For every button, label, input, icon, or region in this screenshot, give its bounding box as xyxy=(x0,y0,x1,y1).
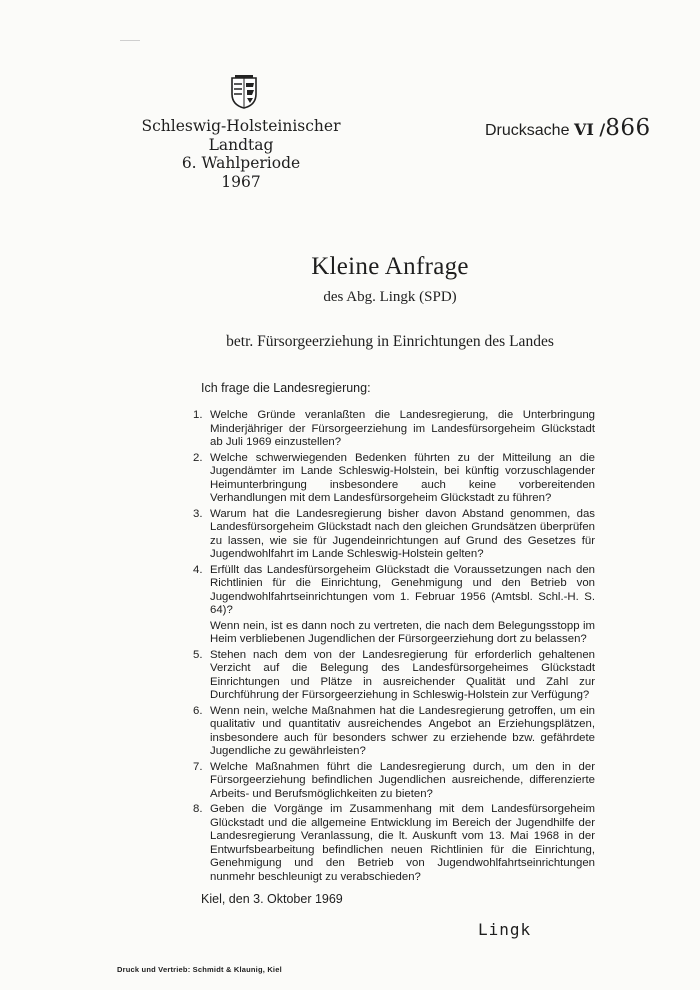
question-text: Welche Gründe veranlaßten die Landesregierung, die Unterbringung Minderjähriger der Fürsorgeerziehung im Landesfürsorgeheim Glückstadt ab Juli 1969 einzustellen? xyxy=(210,409,595,448)
question-item xyxy=(193,409,595,450)
question-text: Stehen nach dem von der Landesregierung für erforderlich gehaltenen Verzicht auf die Belegung des Landesfürsorgeheimes Glückstadt Einrichtungen und Plätze in ausreichender Qualität und Zahl zur Durchführung der Fürsorgeerziehung in Schleswig-Holstein zur Verfügung? xyxy=(210,648,595,701)
year: 1967 xyxy=(221,172,261,191)
question-number: 4. xyxy=(193,563,203,576)
drucksache-series: VI / xyxy=(573,120,606,139)
question-text: Warum hat die Landesregierung bisher davon Abstand genommen, das Landesfürsorgeheim Glückstadt nach den gleichen Grundsätzen überprüfen zu lassen, wie sie für Jugendeinrichtungen auf Grund des Gesetzes für Jugendwohlfahrt im Lande Schleswig-Holstein gelten? xyxy=(210,507,595,560)
intro-text: Ich frage die Landesregierung: xyxy=(201,381,371,395)
question-followup: Wenn nein, ist es dann noch zu vertreten, die nach dem Belegungsstopp im Heim verbliebenen Jugendlichen der Fürsorgeerziehung dort zu belassen? xyxy=(210,619,595,645)
question-item xyxy=(193,803,595,884)
signature: Lingk xyxy=(478,920,532,939)
question-number: 3. xyxy=(193,507,203,520)
question-text: Geben die Vorgänge im Zusammenhang mit dem Landesfürsorgeheim Glückstadt und die allgemeine Entwicklung im Bereich der Jugendhilfe der Landesregierung Veranlassung, die lt. Auskunft vom 13. Mai 1968 in der Entwurfsbearbeitung befindlichen neuen Richtlinien für die Einrichtung, Genehmigung und den Betrieb von Jugendwohlfahrtseinrichtungen nunmehr beschleunigt zu verabschieden? xyxy=(210,803,595,883)
question-text: Wenn nein, welche Maßnahmen hat die Landesregierung getroffen, um ein qualitativ und quantitativ ausreichendes Angebot an Erziehungsplätzen, insbesondere auch für besonders schwer zu erziehende bzw. gefährdete Jugendliche zu gewährleisten? xyxy=(210,704,595,757)
question-item xyxy=(193,564,595,647)
question-text: Welche Maßnahmen führt die Landesregierung durch, um den in der Fürsorgeerziehung befindlichen Jugendlichen ausreichende, differenzierte Arbeits- und Berufsmöglichkeiten zu bieten? xyxy=(210,760,595,800)
question-item xyxy=(193,452,595,506)
question-text: Erfüllt das Landesfürsorgeheim Glückstadt die Voraussetzungen nach den Richtlinien für die Einrichtung, Genehmigung und den Betrieb von Jugendwohlfahrtseinrichtungen vom 1. Februar 1956 (Amtsbl. Schl.-H. S. 64)? xyxy=(210,563,595,616)
question-number: 8. xyxy=(193,803,203,815)
election-period: 6. Wahlperiode xyxy=(181,154,301,172)
coat-of-arms-icon xyxy=(229,74,259,110)
question-number: 7. xyxy=(193,760,203,773)
drucksache-reference xyxy=(485,115,651,141)
date-line: Kiel, den 3. Oktober 1969 xyxy=(201,892,343,906)
document-subject: betr. Fürsorgeerziehung in Einrichtungen des Landes xyxy=(226,333,554,350)
drucksache-label: Drucksache xyxy=(485,122,570,139)
question-number: 6. xyxy=(193,704,203,717)
drucksache-number: 866 xyxy=(605,115,651,141)
question-list xyxy=(193,409,595,886)
question-item xyxy=(193,649,595,703)
question-text: Welche schwerwiegenden Bedenken führten zu der Mitteilung an die Jugendämter im Lande Schleswig-Holstein, bei künftig vorzuschlagender Heimunterbringung insbesondere auch keine vorbereitenden Verhandlungen mit dem Landesfürsorgeheim Glückstadt zu führen? xyxy=(210,451,595,504)
question-number: 1. xyxy=(193,409,203,421)
parliament-name: Schleswig-Holsteinischer Landtag xyxy=(141,117,341,154)
question-item xyxy=(193,508,595,562)
question-item xyxy=(193,705,595,759)
question-number: 5. xyxy=(193,648,203,661)
document-title: Kleine Anfrage xyxy=(311,253,469,280)
scan-mark xyxy=(120,40,140,41)
question-item xyxy=(193,761,595,802)
document-author: des Abg. Lingk (SPD) xyxy=(323,289,457,305)
header-parliament-block xyxy=(118,117,364,191)
print-footer: Druck und Vertrieb: Schmidt & Klaunig, Kiel xyxy=(117,965,282,974)
question-number: 2. xyxy=(193,451,203,464)
